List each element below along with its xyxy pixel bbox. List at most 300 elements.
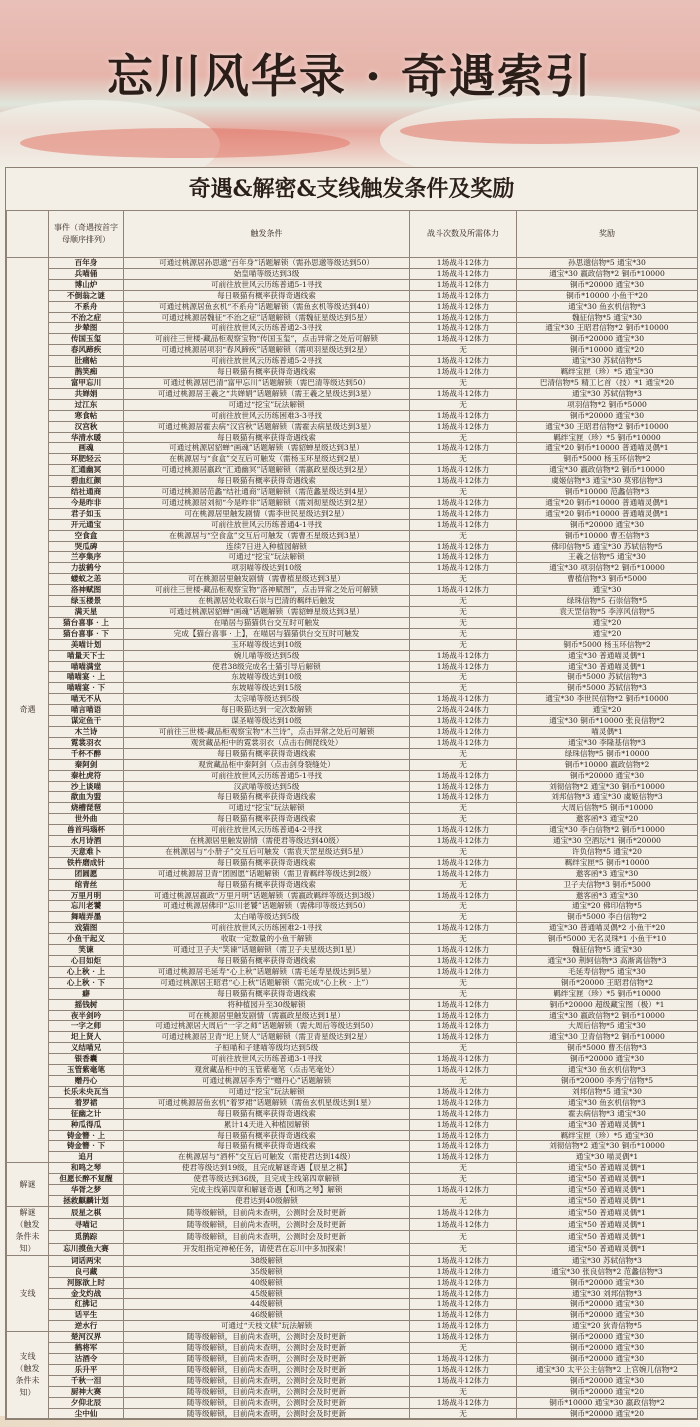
table-row: [7, 1266, 698, 1277]
event-name: 喵量天下士: [49, 650, 124, 661]
table-row: [7, 716, 698, 727]
reward: 铜币*5000 李白信物*2: [517, 912, 698, 923]
table-row: [7, 356, 698, 367]
trigger-condition: 收取一定数量的小鱼干解锁: [124, 934, 410, 945]
table-row: [7, 1174, 698, 1185]
battle-cost: 1场战斗12体力: [410, 1206, 517, 1218]
battle-cost: 1场战斗12体力: [410, 857, 517, 868]
trigger-condition: 45级解锁: [124, 1288, 410, 1299]
trigger-condition: 观赏藏品柜中的玉管紫毫笔（点击笔毫处）: [124, 1065, 410, 1076]
battle-cost: 1场战斗12体力: [410, 1255, 517, 1266]
event-name: 征幽之计: [49, 1108, 124, 1119]
reward: 通宝*20: [517, 617, 698, 628]
trigger-condition: 可在桃源居里触发剧情（需嬴政星级达到1星）: [124, 1010, 410, 1021]
table-row: [7, 1195, 698, 1206]
table-row: [7, 770, 698, 781]
event-name: 戏猫图: [49, 923, 124, 934]
trigger-condition: 可通过桃源居大周后“一字之师”话题解锁（需大周后等级达到50）: [124, 1021, 410, 1032]
trigger-condition: 可前往放世风云历练普通5-1寻找: [124, 770, 410, 781]
trigger-condition: 每日吸猫有概率获得奇遇线索: [124, 956, 410, 967]
reward: 铜币*20000 通宝*30: [517, 334, 698, 345]
header-battle: 战斗次数及所需体力: [410, 211, 517, 258]
battle-cost: 1场战斗12体力: [410, 323, 517, 334]
reward: 铜币*10000 嬴政信物*2: [517, 759, 698, 770]
reward: 通宝*20 佛印信物*5: [517, 901, 698, 912]
reward: 通宝*30 鱼玄机信物*3: [517, 301, 698, 312]
battle-cost: 1场战斗12体力: [410, 923, 517, 934]
trigger-condition: 可通过“挖宝”玩法解锁: [124, 803, 410, 814]
trigger-condition: 将种植园升至30级解锁: [124, 999, 410, 1010]
reward: 铜币*20000 通宝*20: [517, 1408, 698, 1419]
reward: 羁绊宝匣（珍）*5 铜币*10000: [517, 988, 698, 999]
battle-cost: 无: [410, 934, 517, 945]
table-row: [7, 1141, 698, 1152]
battle-cost: 1场战斗12体力: [410, 1152, 517, 1163]
table-row: [7, 1321, 698, 1332]
battle-cost: 1场战斗12体力: [410, 1141, 517, 1152]
event-name: 碧血红颜: [49, 476, 124, 487]
battle-cost: 1场战斗12体力: [410, 1119, 517, 1130]
table-row: [7, 705, 698, 716]
table-row: [7, 465, 698, 476]
reward: 通宝*30 鱼玄机信物*3: [517, 1065, 698, 1076]
trigger-condition: 可通过桃源居鱼玄机“不系舟”话题解锁（需鱼玄机等级达到40）: [124, 301, 410, 312]
event-name: 猫台喜事 · 上: [49, 617, 124, 628]
event-name: 共婵娟: [49, 388, 124, 399]
event-name: 一字之师: [49, 1021, 124, 1032]
trigger-condition: 可通过桃源居佛印“忘川老饕”话题解锁（需佛印等级达到50）: [124, 901, 410, 912]
battle-cost: 1场战斗12体力: [410, 1065, 517, 1076]
table-row: [7, 258, 698, 269]
event-name: 猫台喜事 · 下: [49, 628, 124, 639]
table-row: [7, 803, 698, 814]
trigger-condition: 婉儿喵等级达到5级: [124, 650, 410, 661]
battle-cost: 1场战斗12体力: [410, 1321, 517, 1332]
trigger-condition: 每日吸猫有概率获得奇遇线索: [124, 290, 410, 301]
table-row: [7, 628, 698, 639]
event-name: 传国玉玺: [49, 334, 124, 345]
reward: 通宝*30 刘邦信物*3: [517, 1288, 698, 1299]
battle-cost: 1场战斗12体力: [410, 1277, 517, 1288]
table-row: [7, 1043, 698, 1054]
reward: 通宝*30 嬴政信物*2 铜币*10000: [517, 268, 698, 279]
battle-cost: 1场战斗12体力: [410, 367, 517, 378]
battle-cost: 无: [410, 988, 517, 999]
reward: 铜币*20000 通宝*30: [517, 519, 698, 530]
event-name: 步辇图: [49, 323, 124, 334]
trigger-condition: 每日吸猫有概率获得奇遇线索: [124, 1141, 410, 1152]
battle-cost: 1场战斗12体力: [410, 585, 517, 596]
table-row: [7, 1097, 698, 1108]
table-row: [7, 683, 698, 694]
event-name: 玉管紫毫笔: [49, 1065, 124, 1076]
battle-cost: 1场战斗12体力: [410, 1032, 517, 1043]
table-row: [7, 1086, 698, 1097]
event-name: 木兰诗: [49, 726, 124, 737]
battle-cost: 1场战斗12体力: [410, 1266, 517, 1277]
event-name: 忘川摸鱼大赛: [49, 1243, 124, 1255]
battle-cost: 无: [410, 912, 517, 923]
event-name: 鹤将军: [49, 1343, 124, 1354]
battle-cost: 1场战斗12体力: [410, 1185, 517, 1196]
table-row: [7, 1108, 698, 1119]
battle-cost: 无: [410, 803, 517, 814]
event-name: 但愿长醉不复醒: [49, 1174, 124, 1185]
table-row: [7, 879, 698, 890]
reward: 刘邦信物*3 通宝*30 虞姬信物*3: [517, 792, 698, 803]
battle-cost: 1场战斗12体力: [410, 770, 517, 781]
table-row: [7, 1054, 698, 1065]
reward: 通宝*30 李隆基信物*3: [517, 737, 698, 748]
trigger-condition: 随等级解锁，目前尚未查明，公测时会及时更新: [124, 1354, 410, 1365]
battle-cost: 无: [410, 1243, 517, 1255]
table-row: [7, 1343, 698, 1354]
table-row: [7, 1255, 698, 1266]
event-name: 沽酒令: [49, 1354, 124, 1365]
trigger-condition: 每日吸猫有概率获得奇遇线索: [124, 879, 410, 890]
trigger-condition: 可前往放世风云历练普通3-1寻找: [124, 1054, 410, 1065]
table-row: [7, 945, 698, 956]
battle-cost: 无: [410, 683, 517, 694]
table-row: [7, 857, 698, 868]
battle-cost: 1场战斗12体力: [410, 825, 517, 836]
table-row: [7, 268, 698, 279]
header-event: 事件（奇遇按首字母顺序排列）: [49, 211, 124, 258]
trigger-condition: 可前往三世楼-藏品柜观察宝物“传国玉玺”，点击异常之处后可解锁: [124, 334, 410, 345]
battle-cost: 1场战斗12体力: [410, 290, 517, 301]
battle-cost: 1场战斗12体力: [410, 836, 517, 847]
event-name: 沙上谈喵: [49, 781, 124, 792]
reward: 通宝*30 李世民信物*2 铜币*10000: [517, 694, 698, 705]
event-name: 喵喵宴 · 上: [49, 672, 124, 683]
trigger-condition: 可前往三世楼-藏品柜观察宝物“洛神赋图”，点击异常之处后可解锁: [124, 585, 410, 596]
table-row: [7, 607, 698, 618]
event-name: 力拔鹤兮: [49, 563, 124, 574]
table-row: [7, 323, 698, 334]
event-name: 心上秋 · 下: [49, 977, 124, 988]
reward: 大周后信物*5 铜币*10000: [517, 803, 698, 814]
trigger-condition: 在桃源居里触发剧情（需使君等级达到40级）: [124, 836, 410, 847]
battle-cost: 无: [410, 1163, 517, 1174]
battle-cost: 1场战斗12体力: [410, 1086, 517, 1097]
table-row: [7, 367, 698, 378]
reward: 许负信物*5 通宝*20: [517, 846, 698, 857]
trigger-condition: 随等级解锁，目前尚未查明，公测时会及时更新: [124, 1206, 410, 1218]
trigger-condition: 随等级解锁，目前尚未查明，公测时会及时更新: [124, 1332, 410, 1343]
table-row: [7, 377, 698, 388]
table-row: [7, 1397, 698, 1408]
table-row: [7, 726, 698, 737]
reward: 虞姬信物*3 通宝*30 莫邪信物*3: [517, 476, 698, 487]
event-name: 满天星: [49, 607, 124, 618]
event-name: 着罗裙: [49, 1097, 124, 1108]
battle-cost: 1场战斗12体力: [410, 966, 517, 977]
table-row: [7, 508, 698, 519]
trigger-condition: 累计14天进入种植园解锁: [124, 1119, 410, 1130]
trigger-condition: 使君等级达到19级，且完成解谜奇遇【辰星之棋】: [124, 1163, 410, 1174]
table-row: [7, 923, 698, 934]
event-name: 种瓜得瓜: [49, 1119, 124, 1130]
event-name: 华清水暖: [49, 432, 124, 443]
event-name: 铸金簪 · 下: [49, 1141, 124, 1152]
reward: 喵灵偶*1: [517, 726, 698, 737]
battle-cost: 1场战斗12体力: [410, 956, 517, 967]
section-label: 支线（触发条件未知）: [7, 1332, 49, 1419]
reward: 通宝*30 嬴政信物*2 铜币*10000: [517, 465, 698, 476]
reward: 铜币*20000 通宝*30: [517, 1299, 698, 1310]
event-name: 长乐未央瓦当: [49, 1086, 124, 1097]
table-row: [7, 1408, 698, 1419]
reward: 羁绊宝匣（珍）*5 铜币*10000: [517, 432, 698, 443]
table-row: [7, 1119, 698, 1130]
event-name: 千秋一泪: [49, 1375, 124, 1386]
battle-cost: 无: [410, 530, 517, 541]
table-row: [7, 781, 698, 792]
event-name: 绿玉楼景: [49, 596, 124, 607]
trigger-condition: 在桃源居处收取石崇与巴清的羁绊后触发: [124, 596, 410, 607]
table-row: [7, 563, 698, 574]
table-row: [7, 868, 698, 879]
reward: 通宝*50 普通喵灵偶*1: [517, 1219, 698, 1231]
trigger-condition: 可通过桃源居嬴政“万里月明”话题解锁（需嬴政羁绊等级达到3级）: [124, 890, 410, 901]
event-name: 百年身: [49, 258, 124, 269]
reward: 铜币*5000 苏轼信物*3: [517, 683, 698, 694]
trigger-condition: 可前往三世楼-藏品柜观察宝物“木兰诗”，点击异常之处后可解锁: [124, 726, 410, 737]
battle-cost: 1场战斗12体力: [410, 301, 517, 312]
battle-cost: 1场战斗12体力: [410, 1332, 517, 1343]
reward: 毛延寿信物*5 通宝*30: [517, 966, 698, 977]
trigger-condition: 使君等级达到36级，且完成主线第四章解锁: [124, 1174, 410, 1185]
trigger-condition: 可通过桃源居卫青“团圆愿”话题解锁（需卫青羁绊等级达到2级）: [124, 868, 410, 879]
reward: 通宝*20 狄青信物*5: [517, 1321, 698, 1332]
reward: 邀客函*3 通宝*20: [517, 814, 698, 825]
battle-cost: 1场战斗12体力: [410, 1397, 517, 1408]
table-row: [7, 825, 698, 836]
event-name: 团圆愿: [49, 868, 124, 879]
index-table-card: [5, 167, 698, 1420]
battle-cost: 1场战斗12体力: [410, 792, 517, 803]
reward: 佛印信物*5 通宝*30 苏轼信物*5: [517, 541, 698, 552]
trigger-condition: 始皇喵等级达到3级: [124, 268, 410, 279]
reward: 铜币*20000 通宝*30: [517, 1054, 698, 1065]
table-row: [7, 585, 698, 596]
event-name: 舞喵弄墨: [49, 912, 124, 923]
battle-cost: 1场战斗12体力: [410, 563, 517, 574]
reward: 通宝*30 太平公主信物*2 上官婉儿信物*2: [517, 1364, 698, 1375]
event-name: 金戈灼战: [49, 1288, 124, 1299]
table-row: [7, 988, 698, 999]
trigger-condition: 38级解锁: [124, 1255, 410, 1266]
reward: 通宝*50 普通喵灵偶*1: [517, 1231, 698, 1243]
battle-cost: 1场战斗12体力: [410, 1021, 517, 1032]
battle-cost: 无: [410, 377, 517, 388]
reward: 刘彻信物*2 通宝*30 铜币*10000: [517, 1141, 698, 1152]
battle-cost: 无: [410, 1043, 517, 1054]
table-row: [7, 1299, 698, 1310]
reward: 铜币*20000 超级藏宝图（极）*1: [517, 999, 698, 1010]
table-row: [7, 1065, 698, 1076]
table-row: [7, 814, 698, 825]
table-row: [7, 1130, 698, 1141]
battle-cost: 无: [410, 574, 517, 585]
trigger-condition: 可前往放世风云历练困难3-3寻找: [124, 410, 410, 421]
trigger-condition: 每日吸猫有概率获得奇遇线索: [124, 367, 410, 378]
event-name: 辰星之棋: [49, 1206, 124, 1218]
event-name: 兵喵俑: [49, 268, 124, 279]
trigger-condition: 40级解锁: [124, 1277, 410, 1288]
trigger-condition: 可通过桃源居魏征“不治之症”话题解锁（需魏征星级达到5星）: [124, 312, 410, 323]
table-row: [7, 334, 698, 345]
battle-cost: 1场战斗12体力: [410, 410, 517, 421]
trigger-condition: 可前往放世风云历练普通5-2寻找: [124, 356, 410, 367]
battle-cost: 1场战斗12体力: [410, 519, 517, 530]
reward: 通宝*30 苏轼信物*3: [517, 388, 698, 399]
table-row: [7, 672, 698, 683]
table-row: [7, 1277, 698, 1288]
header-reward: 奖励: [517, 211, 698, 258]
trigger-condition: 使君达到40级解锁: [124, 1195, 410, 1206]
trigger-condition: 在桃源居与“食盒”交互后可触发（需杨玉环星级达到2星）: [124, 454, 410, 465]
trigger-condition: 可前往放世风云历练困难2-1寻找: [124, 923, 410, 934]
event-name: 圯上贤人: [49, 1032, 124, 1043]
battle-cost: 1场战斗12体力: [410, 552, 517, 563]
event-name: 洛神赋图: [49, 585, 124, 596]
table-row: [7, 388, 698, 399]
table-row: [7, 421, 698, 432]
battle-cost: 1场战斗12体力: [410, 465, 517, 476]
battle-cost: 无: [410, 617, 517, 628]
reward: 铜币*20000 通宝*30: [517, 770, 698, 781]
trigger-condition: 可前往放世风云历练普通2-3寻找: [124, 323, 410, 334]
trigger-condition: 可通过桃源居貂蝉“画魂”话题解锁（需貂蝉星级达到3星）: [124, 443, 410, 454]
reward: 铜币*20000 通宝*20: [517, 1386, 698, 1397]
event-name: 华胥之梦: [49, 1185, 124, 1196]
event-name: 喵喵宴 · 下: [49, 683, 124, 694]
section-label: 解谜（触发条件未知）: [7, 1206, 49, 1255]
table-row: [7, 912, 698, 923]
battle-cost: 无: [410, 399, 517, 410]
trigger-condition: 每日吸猫有概率获得奇遇线索: [124, 857, 410, 868]
table-row: [7, 650, 698, 661]
table-row: [7, 836, 698, 847]
reward: 通宝*30 苏轼信物*5: [517, 356, 698, 367]
trigger-condition: 每日吸猫有概率获得奇遇线索: [124, 988, 410, 999]
reward: 羁绊宝匣（珍）*5 通宝*30: [517, 367, 698, 378]
table-row: [7, 301, 698, 312]
trigger-condition: 开发组指定神秘任务，请使君在忘川中多加探索！: [124, 1243, 410, 1255]
table-row: [7, 661, 698, 672]
reward: 通宝*30 鱼玄机信物*3: [517, 1097, 698, 1108]
event-name: 尘中仙: [49, 1408, 124, 1419]
trigger-condition: 随等级解锁，目前尚未查明，公测时会及时更新: [124, 1386, 410, 1397]
event-name: 拯救麒麟计划: [49, 1195, 124, 1206]
table-row: [7, 574, 698, 585]
reward: 铜币*10000 曹丕信物*3: [517, 530, 698, 541]
battle-cost: 1场战斗12体力: [410, 279, 517, 290]
trigger-condition: 东坡喵等级达到10级: [124, 672, 410, 683]
battle-cost: 无: [410, 672, 517, 683]
trigger-condition: 玉环喵等级达到10级: [124, 639, 410, 650]
event-name: 开元通宝: [49, 519, 124, 530]
event-name: 汇通幽冥: [49, 465, 124, 476]
table-row: [7, 846, 698, 857]
reward: 铜币*20000 通宝*30: [517, 1375, 698, 1386]
table-row: [7, 530, 698, 541]
reward: 通宝*30: [517, 585, 698, 596]
reward: 铜币*10000 小鱼干*20: [517, 290, 698, 301]
event-name: 鹊笑痴: [49, 367, 124, 378]
trigger-condition: 可前往放世风云历练普通4-1寻找: [124, 519, 410, 530]
event-name: 不系舟: [49, 301, 124, 312]
trigger-condition: 太白喵等级达到5级: [124, 912, 410, 923]
reward: 通宝*20: [517, 705, 698, 716]
battle-cost: 无: [410, 1408, 517, 1419]
reward: 铜币*20000 通宝*30: [517, 279, 698, 290]
trigger-condition: 可通过桃源居鱼玄机“着罗裙”话题解锁（需鱼玄机星级达到1星）: [124, 1097, 410, 1108]
battle-cost: 1场战斗12体力: [410, 781, 517, 792]
battle-cost: 1场战斗12体力: [410, 1097, 517, 1108]
battle-cost: 无: [410, 487, 517, 498]
reward: 魏征信物*5 通宝*30: [517, 945, 698, 956]
table-row: [7, 1206, 698, 1218]
trigger-condition: 每日吸猫有概率获得奇遇线索: [124, 748, 410, 759]
reward: 刘彻信物*2 通宝*30 铜币*10000: [517, 781, 698, 792]
trigger-condition: 可通过“挖宝”玩法解锁: [124, 552, 410, 563]
trigger-condition: 可通过“天枝文牍”玩法解锁: [124, 1321, 410, 1332]
reward: 通宝*30 张良信物*2 范蠡信物*3: [517, 1266, 698, 1277]
event-name: 天意难卜: [49, 846, 124, 857]
event-name: 良弓藏: [49, 1266, 124, 1277]
battle-cost: 1场战斗12体力: [410, 1310, 517, 1321]
event-name: 小鱼干起义: [49, 934, 124, 945]
event-name: 夜半剑吟: [49, 1010, 124, 1021]
reward: 羁绊宝匣*5 铜币*10000: [517, 857, 698, 868]
event-name: 觅鹊踪: [49, 1231, 124, 1243]
trigger-condition: 在桃源居与“酒杯”交互后可触发（需使君达到14级）: [124, 1152, 410, 1163]
battle-cost: 1场战斗12体力: [410, 999, 517, 1010]
reward: 绿珠信物*5 铜币*10000: [517, 748, 698, 759]
reward: 通宝*50 普通喵灵偶*1: [517, 1206, 698, 1218]
trigger-condition: 46级解锁: [124, 1310, 410, 1321]
table-row: [7, 443, 698, 454]
trigger-condition: 可通过桃源居嬴政“汇通幽冥”话题解锁（需嬴政星级达到2星）: [124, 465, 410, 476]
event-name: 癖: [49, 988, 124, 999]
event-name: 兽首玛瑙杯: [49, 825, 124, 836]
reward: 通宝*30 普通喵灵偶*2 小鱼干*20: [517, 923, 698, 934]
table-row: [7, 792, 698, 803]
event-name: 楚河汉界: [49, 1332, 124, 1343]
table-row: [7, 966, 698, 977]
event-name: 心目如炬: [49, 956, 124, 967]
trigger-condition: 使君38级完成名士猫引导后解锁: [124, 661, 410, 672]
battle-cost: 无: [410, 628, 517, 639]
event-name: 蝼蚁之恙: [49, 574, 124, 585]
battle-cost: 无: [410, 759, 517, 770]
reward: 袁天罡信物*5 李淳风信物*5: [517, 607, 698, 618]
reward: 通宝*50 普通喵灵偶*1: [517, 1195, 698, 1206]
battle-cost: 无: [410, 432, 517, 443]
event-name: 绾青丝: [49, 879, 124, 890]
event-name: 君子如玉: [49, 508, 124, 519]
event-name: 厨神大赛: [49, 1386, 124, 1397]
reward: 通宝*20 铜币*10000 普通喵灵偶*1: [517, 443, 698, 454]
event-name: 词话两宋: [49, 1255, 124, 1266]
reward: 通宝*30 普通喵灵偶*1: [517, 650, 698, 661]
battle-cost: 无: [410, 1174, 517, 1185]
event-name: 今是昨非: [49, 497, 124, 508]
battle-cost: 1场战斗12体力: [410, 650, 517, 661]
trigger-condition: 可通过桃源居李秀宁“赠丹心”话题解锁: [124, 1075, 410, 1086]
